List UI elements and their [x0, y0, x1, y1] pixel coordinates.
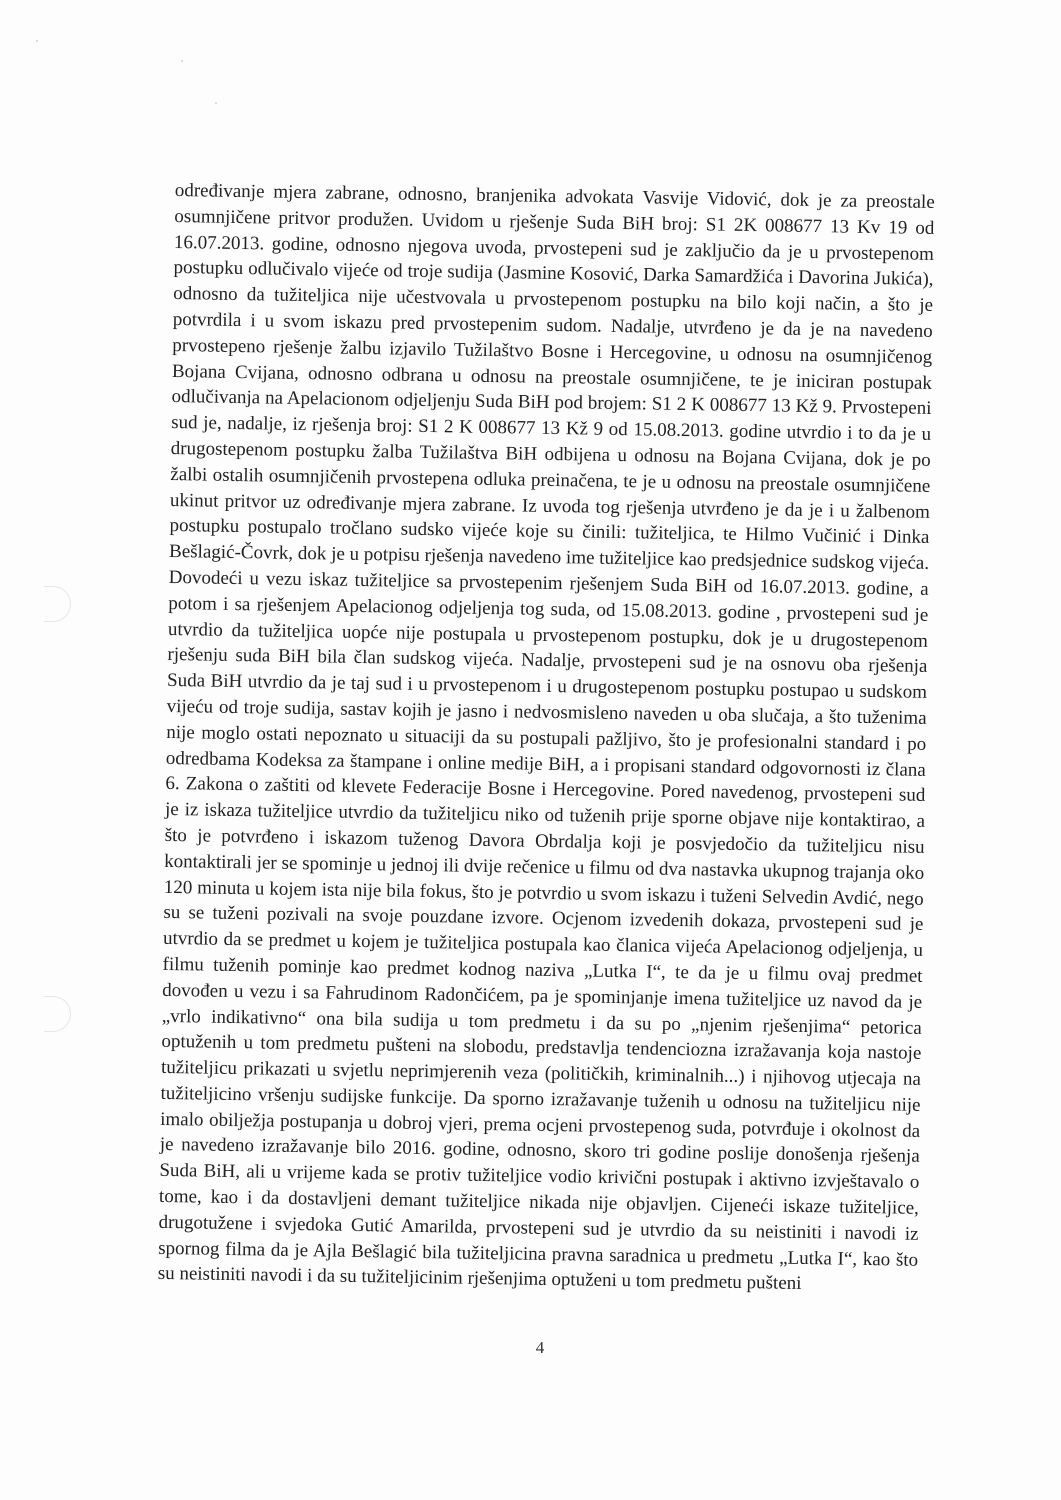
- page-number: 4: [535, 1338, 545, 1357]
- scan-speck: [215, 102, 217, 104]
- body-paragraph: određivanje mjera zabrane, odnosno, branjenika advokata Vasvije Vidović, dok je za preostale osumnjičene pritvor produžen. Uvidom u rješenje Suda BiH broj: S1 2K 008677 13 Kv 19 od 16.07.2013. godine, odnosno njegova uvoda, prvostepeni sud je zaključio da je u prvostepenom postupku odlučivalo vijeće od troje sudija (Jasmine Kosović, Darka Samardžića i Davorina Jukića), odnosno da tužiteljica nije učestvovala u prvostepenom postupku na bilo koji način, a što je potvrdila i u svom iskazu pred prvostepenim sudom. Nadalje, utvrđeno je da je na navedeno prvostepeno rješenje žalbu izjavilo Tužilaštvo Bosne i Hercegovine, u odnosu na osumnjičenog Bojana Cvijana, odnosno odbrana u odnosu na preostale osumnjičene, te je iniciran postupak odlučivanja na Apelacionom odjeljenju Suda BiH pod brojem: S1 2 K 008677 13 Kž 9. Prvostepeni sud je, nadalje, iz rješenja broj: S1 2 K 008677 13 Kž 9 od 15.08.2013. godine utvrdio i to da je u drugostepenom postupku žalba Tužilaštva BiH odbijena u odnosu na Bojana Cvijana, dok je po žalbi ostalih osumnjičenih prvostepena odluka preinačena, te je u odnosu na preostale osumnjičene ukinut pritvor uz određivanje mjera zabrane. Iz uvoda tog rješenja utvrđeno je da je i u žalbenom postupku postupalo tročlano sudsko vijeće koje su činili: tužiteljica, te Hilmo Vučinić i Dinka Bešlagić-Čovrk, dok je u potpisu rješenja navedeno ime tužiteljice kao predsjednice sudskog vijeća. Dovodeći u vezu iskaz tužiteljice sa prvostepenim rješenjem Suda BiH od 16.07.2013. godine, a potom i sa rješenjem Apelacionog odjeljenja tog suda, od 15.08.2013. godine , prvostepeni sud je utvrdio da tužiteljica uopće nije postupala u prvostepenom postupku, dok je u drugostepenom rješenju suda BiH bila član sudskog vijeća. Nadalje, prvostepeni sud je na osnovu oba rješenja Suda BiH utvrdio da je taj sud i u prvostepenom i u drugostepenom postupku postupao u sudskom vijeću od troje sudija, sastav kojih je jasno i nedvosmisleno naveden u oba slučaja, a što tuženima nije moglo ostati nepoznato u situaciji da su postupali pažljivo, što je profesionalni standard i po odredbama Kodeksa za štampane i online medije BiH, a i propisani standard odgovornosti iz člana 6. Zakona o zaštiti od klevete Federacije Bosne i Hercegovine. Pored navedenog, prvostepeni sud je iz iskaza tužiteljice utvrdio da tužiteljicu niko od tuženih prije sporne objave nije kontaktirao, a što je potvrđeno i iskazom tuženog Davora Obrdalja koji je posvjedočio da tužiteljicu nisu kontaktirali jer se spominje u jednoj ili dvije rečenice u filmu od dva nastavka ukupnog trajanja oko 120 minuta u kojem ista nije bila fokus, što je potvrdio u svom iskazu i tuženi Selvedin Avdić, nego su se tuženi pozivali na svoje pouzdane izvore. Ocjenom izvedenih dokaza, prvostepeni sud je utvrdio da se predmet u kojem je tužiteljica postupala kao članica vijeća Apelacionog odjeljenja, u filmu tuženih pominje kao predmet kodnog naziva „Lutka I“, te da je u filmu ovaj predmet dovođen u vezu i sa Fahrudinom Radončićem, pa je spominjanje imena tužiteljice uz navod da je „vrlo indikativno“ ona bila sudija u tom predmetu i da su po „njenim rješenjima“ petorica optuženih u tom predmetu pušteni na slobodu, predstavlja tendenciozna izražavanja koja nastoje tužiteljicu prikazati u svjetlu neprimjerenih veza (političkih, kriminalnih...) i njihovog utjecaja na tužiteljicino vršenju sudijske funkcije. Da sporno izražavanje tuženih u odnosu na tužiteljicu nije imalo obilježja postupanja u dobroj vjeri, prema ocjeni prvostepenog suda, potvrđuje i okolnost da je navedeno izražavanje bilo 2016. godine, odnosno, skoro tri godine poslije donošenja rješenja Suda BiH, ali u vrijeme kada se protiv tužiteljice vodio krivični postupak i aktivno izvještavalo o tome, kao i da dostavljeni demant tužiteljice nikada nije objavljen. Cijeneći iskaze tužiteljice, drugotužene i svjedoka Gutić Amarilda, prvostepeni sud je utvrdio da su neistiniti i navodi iz spornog filma da je Ajla Bešlagić bila tužiteljicina pravna saradnica u predmetu „Lutka I“, kao što su neistiniti navodi i da su tužiteljicinim rješenjima optuženi u tom predmetu pušteni: [157, 179, 935, 1295]
- punch-hole-mark-bottom: [44, 996, 71, 1032]
- scan-speck: [36, 40, 38, 42]
- scan-speck: [181, 60, 183, 62]
- punch-hole-mark-top: [44, 586, 71, 622]
